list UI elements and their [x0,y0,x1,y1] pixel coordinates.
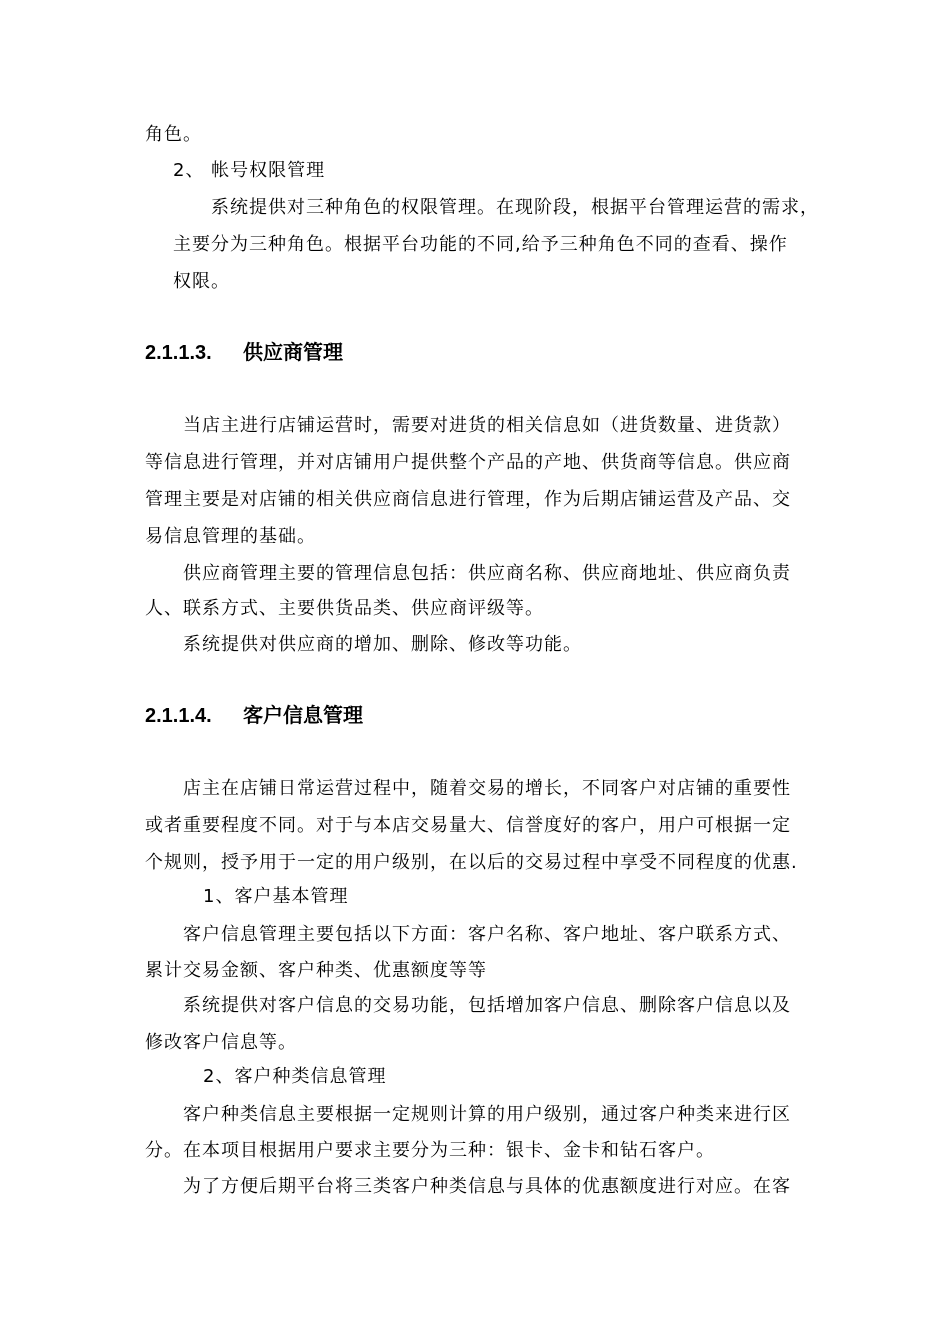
text-line: 易信息管理的基础。 [145,526,316,547]
text-line: 店主在店铺日常运营过程中，随着交易的增长，不同客户对店铺的重要性 [183,778,791,799]
text-line: 个规则，授予用于一定的用户级别，在以后的交易过程中享受不同程度的优惠. [145,852,798,873]
text-line: 等信息进行管理，并对店铺用户提供整个产品的产地、供货商等信息。供应商 [145,452,791,473]
text-line: 供应商管理主要的管理信息包括：供应商名称、供应商地址、供应商负责 [183,563,791,584]
list-item-customer-category: 2、客户种类信息管理 [203,1066,387,1087]
section-heading-customer [145,703,363,728]
section-number: 2.1.1.3. [145,342,212,364]
text-line: 管理主要是对店铺的相关供应商信息进行管理，作为后期店铺运营及产品、交 [145,489,791,510]
text-line: 累计交易金额、客户种类、优惠额度等等 [145,960,487,981]
text-line: 权限。 [173,271,230,292]
text-line: 角色。 [145,124,202,145]
text-line: 系统提供对供应商的增加、删除、修改等功能。 [183,634,582,655]
text-line: 人、联系方式、主要供货品类、供应商评级等。 [145,598,544,619]
section-title: 供应商管理 [243,340,343,364]
text-line: 系统提供对三种角色的权限管理。在现阶段，根据平台管理运营的需求， [211,197,819,218]
text-line: 当店主进行店铺运营时，需要对进货的相关信息如（进货数量、进货款） [183,415,791,436]
section-number: 2.1.1.4. [145,705,212,727]
text-line: 分。在本项目根据用户要求主要分为三种：银卡、金卡和钻石客户。 [145,1140,715,1161]
text-line: 修改客户信息等。 [145,1032,297,1053]
list-item-customer-basic: 1、客户基本管理 [203,886,349,907]
text-line: 为了方便后期平台将三类客户种类信息与具体的优惠额度进行对应。在客 [183,1176,791,1197]
section-title: 客户信息管理 [243,703,363,727]
text-line: 主要分为三种角色。根据平台功能的不同,给予三种角色不同的查看、操作 [173,234,788,255]
list-item-account-permissions: 2、 帐号权限管理 [173,160,326,181]
section-heading-supplier [145,340,343,365]
text-line: 系统提供对客户信息的交易功能，包括增加客户信息、删除客户信息以及 [183,995,791,1016]
text-line: 客户信息管理主要包括以下方面：客户名称、客户地址、客户联系方式、 [183,924,791,945]
text-line: 客户种类信息主要根据一定规则计算的用户级别，通过客户种类来进行区 [183,1104,791,1125]
text-line: 或者重要程度不同。对于与本店交易量大、信誉度好的客户，用户可根据一定 [145,815,791,836]
